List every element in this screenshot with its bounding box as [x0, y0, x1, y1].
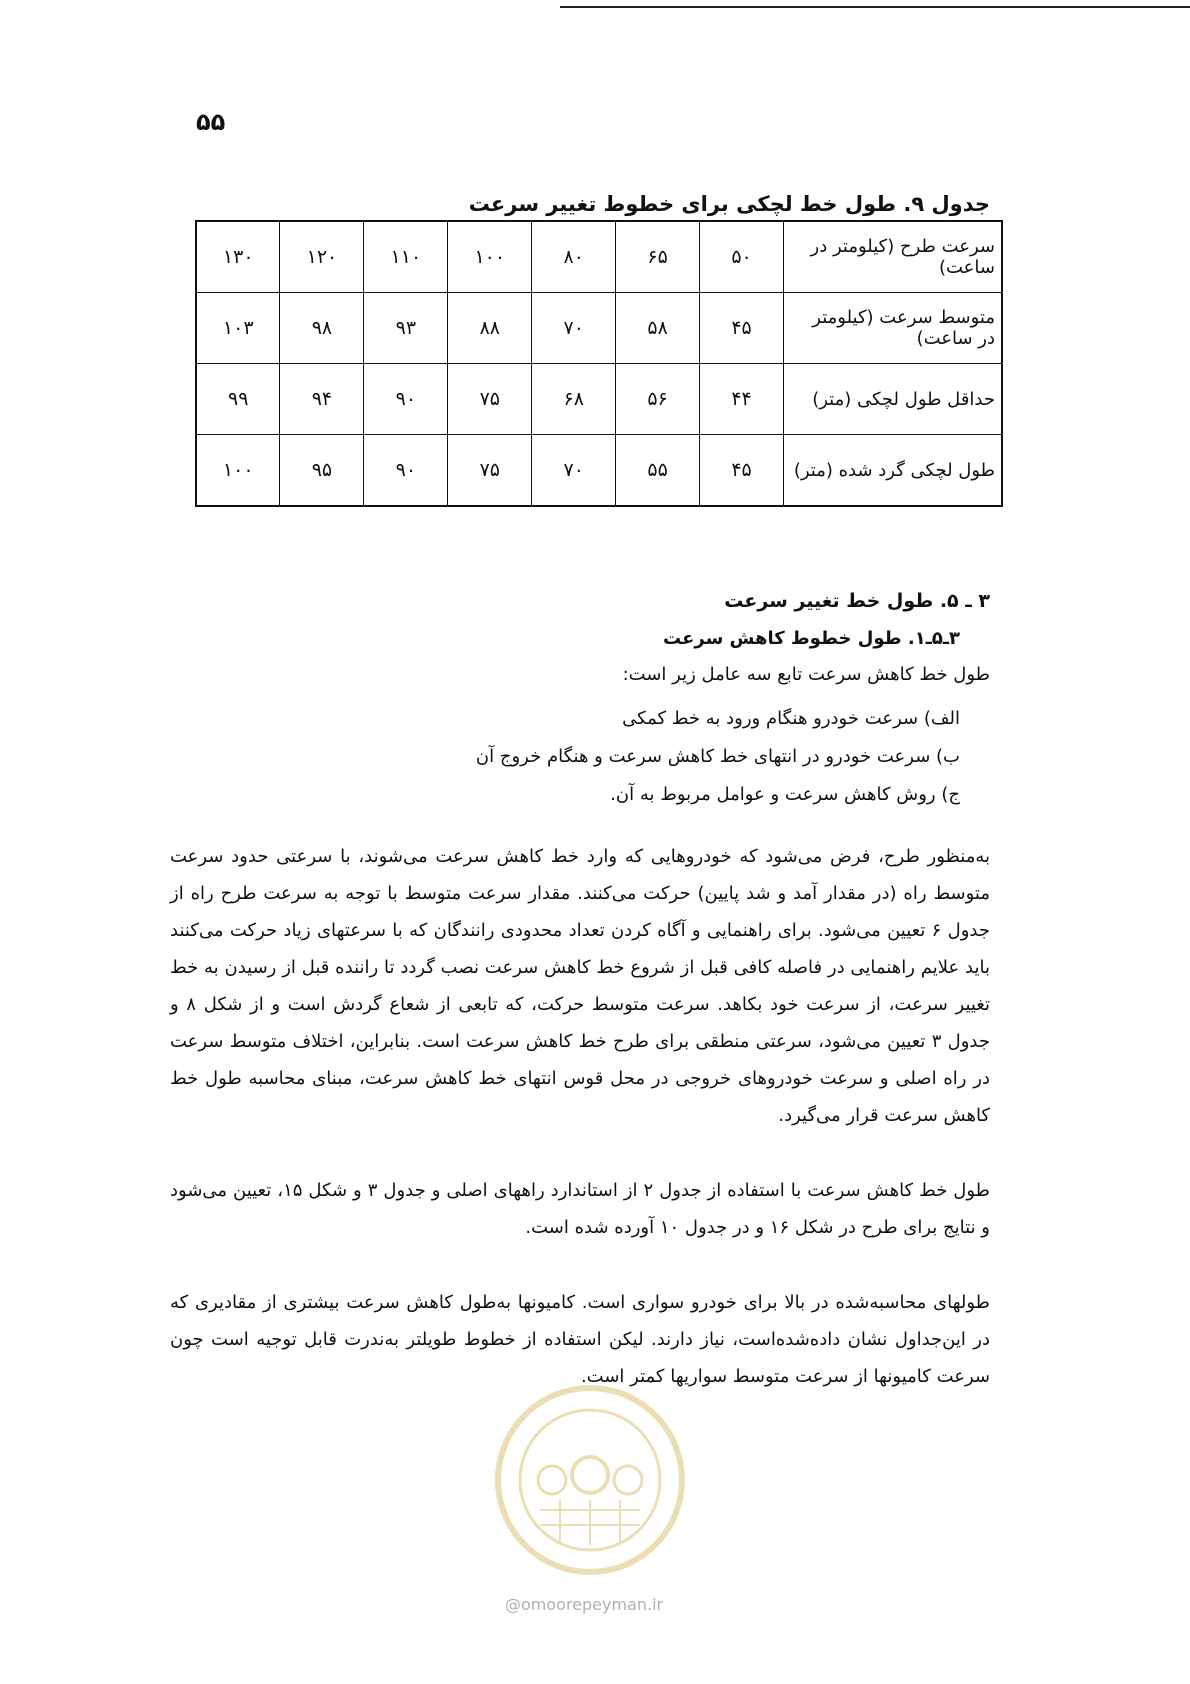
table-cell: ۴۴ [700, 364, 784, 435]
table-row [196, 221, 1002, 293]
table-cell: ۶۵ [616, 221, 700, 293]
top-rule [560, 6, 1190, 8]
table-cell: ۵۸ [616, 293, 700, 364]
row-label: متوسط سرعت (کیلومتر در ساعت) [784, 293, 1003, 364]
watermark-logo [490, 1380, 690, 1580]
list-item: ب) سرعت خودرو در انتهای خط کاهش سرعت و هنگام خروج آن [475, 746, 960, 767]
table-cell: ۱۰۰ [448, 221, 532, 293]
table-cell: ۱۲۰ [280, 221, 364, 293]
table-cell: ۸۰ [532, 221, 616, 293]
table-cell: ۹۴ [280, 364, 364, 435]
row-label: حداقل طول لچکی (متر) [784, 364, 1003, 435]
table-cell: ۴۵ [700, 293, 784, 364]
watermark-site: @omoorepeyman.ir [505, 1595, 664, 1614]
table-cell: ۵۰ [700, 221, 784, 293]
table-cell: ۷۰ [532, 293, 616, 364]
table-cell: ۶۸ [532, 364, 616, 435]
paragraph: طولهای محاسبه‌شده در بالا برای خودرو سواری است. کامیونها به‌طول کاهش سرعت بیشتری از مقادیری که در این‌جداول نشان داده‌شده‌است، نیاز دارند. لیکن استفاده از خطوط طویلتر به‌ندرت قابل توجیه است چون سرعت کامیونها از سرعت متوسط سواریها کمتر است. [170, 1292, 990, 1387]
table-cell: ۱۰۳ [196, 293, 280, 364]
page-number: ۵۵ [196, 108, 226, 136]
table-row [196, 364, 1002, 435]
table-cell: ۹۰ [364, 364, 448, 435]
table-cell: ۷۵ [448, 364, 532, 435]
section-heading: ۳ ـ ۵. طول خط تغییر سرعت [724, 590, 990, 612]
table-cell: ۵۵ [616, 435, 700, 507]
list-item: الف) سرعت خودرو هنگام ورود به خط کمکی [622, 708, 960, 729]
table-cell: ۱۳۰ [196, 221, 280, 293]
table-cell: ۱۱۰ [364, 221, 448, 293]
table-caption: جدول ۹. طول خط لچکی برای خطوط تغییر سرعت [468, 192, 990, 216]
factor-list [476, 700, 960, 814]
subsection-heading: ۳ـ۵ـ۱. طول خطوط کاهش سرعت [663, 628, 960, 649]
table-row [196, 293, 1002, 364]
speed-change-table [195, 220, 1003, 507]
intro-text: طول خط کاهش سرعت تابع سه عامل زیر است: [622, 664, 990, 685]
table-cell: ۹۸ [280, 293, 364, 364]
table-cell: ۷۵ [448, 435, 532, 507]
table-cell: ۸۸ [448, 293, 532, 364]
table-cell: ۱۰۰ [196, 435, 280, 507]
list-item: ج) روش کاهش سرعت و عوامل مربوط به آن. [610, 784, 960, 805]
table-cell: ۷۰ [532, 435, 616, 507]
table-cell: ۹۹ [196, 364, 280, 435]
row-label: سرعت طرح (کیلومتر در ساعت) [784, 221, 1003, 293]
table-cell: ۹۰ [364, 435, 448, 507]
row-label: طول لچکی گرد شده (متر) [784, 435, 1003, 507]
paragraph: طول خط کاهش سرعت با استفاده از جدول ۲ از استاندارد راههای اصلی و جدول ۳ و شکل ۱۵، تعیین می‌شود و نتایج برای طرح در شکل ۱۶ و در جدول ۱۰ آورده شده است. [170, 1180, 991, 1238]
table-cell: ۹۳ [364, 293, 448, 364]
table-cell: ۵۶ [616, 364, 700, 435]
table-row [196, 435, 1002, 507]
table-cell: ۴۵ [700, 435, 784, 507]
table-cell: ۹۵ [280, 435, 364, 507]
paragraph: به‌منظور طرح، فرض می‌شود که خودروهایی که وارد خط کاهش سرعت می‌شوند، با سرعتی حدود سرعت متوسط راه (در مقدار آمد و شد پایین) حرکت می‌کنند. مقدار سرعت متوسط با توجه به سرعت طرح راه از جدول ۶ تعیین می‌شود. برای راهنمایی و آگاه کردن تعداد محدودی رانندگان که با سرعتهای زیاد حرکت می‌کنند باید علایم راهنمایی در فاصله کافی قبل از شروع خط کاهش سرعت نصب گردد تا راننده قبل از رسیدن به خط تغییر سرعت، از سرعت خود بکاهد. سرعت متوسط حرکت، که تابعی از شعاع گردش است و از شکل ۸ و جدول ۳ تعیین می‌شود، سرعتی منطقی برای طرح خط کاهش سرعت است. بنابراین، اختلاف متوسط سرعت در راه اصلی و سرعت خودروهای خروجی در محل قوس انتهای خط کاهش سرعت، مبنای محاسبه طول خط کاهش سرعت قرار می‌گیرد. [170, 846, 990, 1126]
